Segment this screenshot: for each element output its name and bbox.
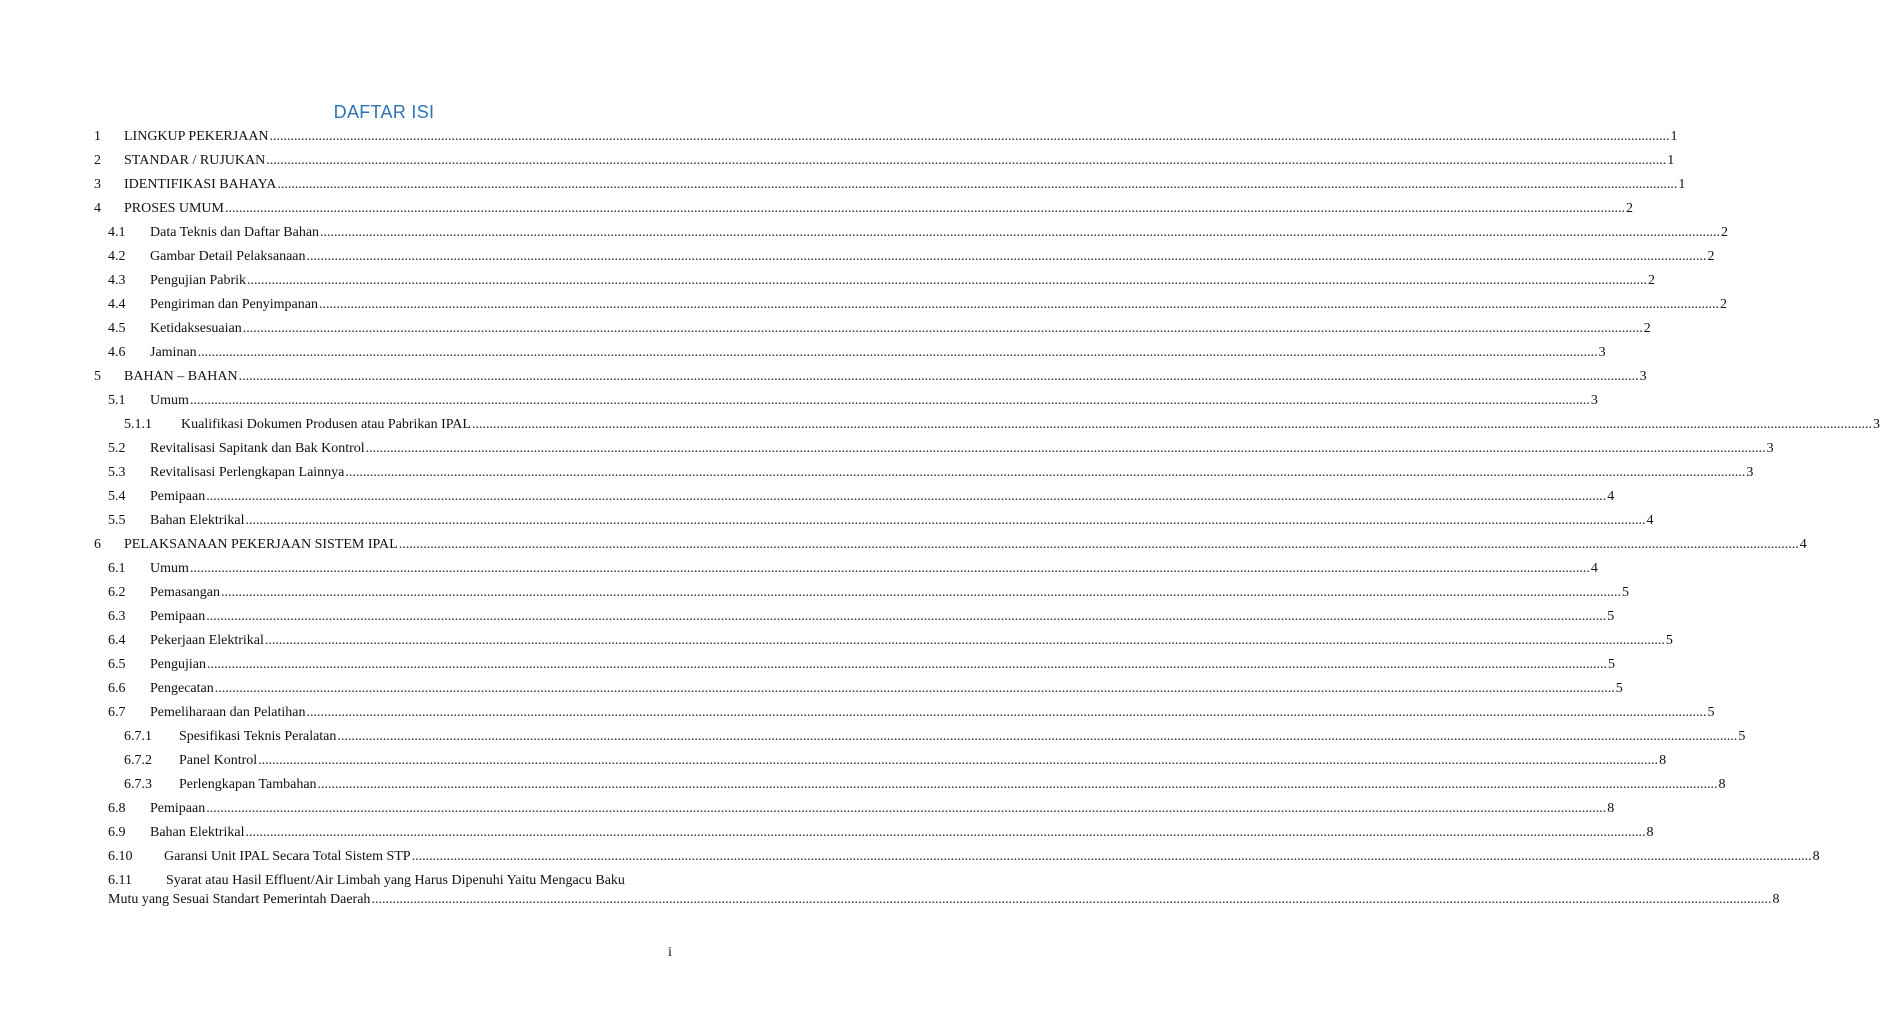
toc-entry-number: 6.10	[108, 849, 133, 864]
toc-entry-page: 2	[1721, 225, 1729, 240]
toc-entry-number: 6.2	[108, 585, 126, 600]
toc-entry[interactable]	[0, 848, 1820, 866]
toc-entry-page: 8	[1659, 753, 1667, 768]
toc-entry-page: 1	[1678, 177, 1686, 192]
toc-entry-text: STANDAR / RUJUKAN	[124, 153, 266, 168]
toc-leader: ................................................................................................................................................................................................................................................................................................................................................................................................................	[189, 561, 1590, 576]
toc-entry-page: 2	[1707, 249, 1715, 264]
toc-entry[interactable]	[0, 632, 1673, 650]
toc-entry-page: 8	[1646, 825, 1654, 840]
toc-leader: ................................................................................................................................................................................................................................................................................................................................................................................................................	[306, 249, 1707, 264]
toc-entry-page: 5	[1608, 657, 1615, 672]
toc-entry-number: 5.5	[108, 513, 126, 528]
toc-entry[interactable]	[0, 752, 1667, 770]
toc-entry-page: 5	[1615, 681, 1623, 696]
toc-leader: ................................................................................................................................................................................................................................................................................................................................................................................................................	[266, 153, 1667, 168]
toc-entry[interactable]	[0, 464, 1754, 482]
toc-entry-text: Data Teknis dan Daftar Bahan	[150, 225, 320, 240]
toc-leader: ................................................................................................................................................................................................................................................................................................................................................................................................................	[197, 345, 1598, 360]
toc-entry-number: 6.7.3	[124, 777, 152, 792]
toc-leader: ................................................................................................................................................................................................................................................................................................................................................................................................................	[317, 777, 1718, 792]
toc-leader: ................................................................................................................................................................................................................................................................................................................................................................................................................	[206, 609, 1607, 624]
toc-entry[interactable]	[0, 656, 1615, 674]
toc-entry[interactable]	[0, 320, 1651, 338]
toc-entry[interactable]	[0, 800, 1615, 818]
toc-entry-text: Bahan Elektrikal	[150, 825, 245, 840]
toc-entry[interactable]	[0, 776, 1726, 794]
toc-entry-page: 5	[1665, 633, 1673, 648]
toc-entry-text: Pemipaan	[150, 489, 206, 504]
toc-leader: ................................................................................................................................................................................................................................................................................................................................................................................................................	[220, 585, 1621, 600]
toc-entry[interactable]	[0, 152, 1675, 170]
toc-entry-text: Umum	[150, 561, 189, 576]
toc-entry-number: 6.9	[108, 825, 126, 840]
toc-entry[interactable]	[0, 176, 1686, 194]
toc-entry[interactable]	[0, 224, 1729, 242]
toc-entry-text: Kualifikasi Dokumen Produsen atau Pabrikan IPAL	[181, 417, 471, 432]
toc-entry-text: BAHAN – BAHAN	[124, 369, 238, 384]
toc-entry-text: Spesifikasi Teknis Peralatan	[179, 729, 337, 744]
toc-entry-page: 4	[1646, 513, 1654, 528]
toc-entry-number: 6.4	[108, 633, 126, 648]
toc-entry-text: Pekerjaan Elektrikal	[150, 633, 264, 648]
toc-entry-page: 3	[1872, 417, 1880, 432]
toc-entry-page: 3	[1590, 393, 1598, 408]
toc-entry[interactable]	[0, 392, 1598, 410]
toc-entry-number: 5	[94, 369, 101, 384]
toc-entry-text: Syarat atau Hasil Effluent/Air Limbah yang Harus Dipenuhi Yaitu Mengacu Baku	[166, 873, 625, 888]
toc-entry-text: Garansi Unit IPAL Secara Total Sistem STP	[164, 849, 411, 864]
toc-entry-page: 4	[1607, 489, 1615, 504]
toc-entry-number: 6.1	[108, 561, 126, 576]
toc-entry-page: 8	[1812, 849, 1820, 864]
toc-entry-page: 2	[1719, 297, 1727, 312]
toc-entry-page: 3	[1766, 441, 1774, 456]
toc-entry[interactable]	[0, 344, 1606, 362]
toc-leader: ................................................................................................................................................................................................................................................................................................................................................................................................................	[245, 513, 1646, 528]
toc-entry-page: 5	[1707, 705, 1715, 720]
toc-entry-text: Pengiriman dan Penyimpanan	[150, 297, 318, 312]
toc-entry-page: 2	[1625, 201, 1633, 216]
toc-entry[interactable]	[0, 248, 1715, 266]
toc-entry-text-continued: Mutu yang Sesuai Standart Pemerintah Daerah	[108, 892, 371, 907]
toc-leader: ................................................................................................................................................................................................................................................................................................................................................................................................................	[365, 441, 1766, 456]
toc-entry[interactable]	[0, 680, 1623, 698]
toc-entry-text: IDENTIFIKASI BAHAYA	[124, 177, 277, 192]
toc-entry-page: 5	[1607, 609, 1615, 624]
toc-entry-number: 6.11	[108, 873, 132, 888]
toc-entry[interactable]	[0, 704, 1715, 722]
toc-entry[interactable]	[0, 872, 1780, 910]
toc-entry[interactable]	[0, 584, 1629, 602]
toc-entry-text: Bahan Elektrikal	[150, 513, 245, 528]
toc-leader: ................................................................................................................................................................................................................................................................................................................................................................................................................	[189, 393, 1590, 408]
toc-leader: ................................................................................................................................................................................................................................................................................................................................................................................................................	[371, 892, 1772, 907]
toc-entry[interactable]	[0, 416, 1880, 434]
toc-leader: ................................................................................................................................................................................................................................................................................................................................................................................................................	[206, 489, 1607, 504]
toc-entry[interactable]	[0, 368, 1647, 386]
toc-entry-text: Panel Kontrol	[179, 753, 258, 768]
toc-leader: ................................................................................................................................................................................................................................................................................................................................................................................................................	[277, 177, 1678, 192]
toc-entry-page: 8	[1772, 892, 1780, 907]
toc-leader: ................................................................................................................................................................................................................................................................................................................................................................................................................	[345, 465, 1746, 480]
page-number: i	[668, 945, 672, 960]
toc-entry-number: 5.2	[108, 441, 126, 456]
toc-entry[interactable]	[0, 128, 1678, 146]
toc-entry-number: 6	[94, 537, 101, 552]
toc-entry[interactable]	[0, 200, 1633, 218]
toc-entry-page: 5	[1738, 729, 1746, 744]
toc-entry-page: 8	[1607, 801, 1615, 816]
toc-entry-number: 4.1	[108, 225, 126, 240]
toc-entry-text: LINGKUP PEKERJAAN	[124, 129, 269, 144]
toc-entry-number: 6.8	[108, 801, 126, 816]
toc-entry-page: 3	[1598, 345, 1606, 360]
toc-leader: ................................................................................................................................................................................................................................................................................................................................................................................................................	[337, 729, 1738, 744]
toc-entry-number: 6.3	[108, 609, 126, 624]
toc-entry[interactable]	[0, 536, 1807, 554]
toc-leader: ................................................................................................................................................................................................................................................................................................................................................................................................................	[269, 129, 1670, 144]
toc-entry-number: 4.4	[108, 297, 126, 312]
toc-entry-number: 5.1.1	[124, 417, 152, 432]
toc-title: DAFTAR ISI	[333, 102, 435, 122]
toc-entry-text: Revitalisasi Perlengkapan Lainnya	[150, 465, 345, 480]
toc-leader: ................................................................................................................................................................................................................................................................................................................................................................................................................	[411, 849, 1812, 864]
toc-entry[interactable]	[0, 272, 1656, 290]
toc-entry-text: Pemipaan	[150, 801, 206, 816]
toc-entry[interactable]	[0, 608, 1615, 626]
toc-entry[interactable]	[0, 440, 1774, 458]
toc-leader: ................................................................................................................................................................................................................................................................................................................................................................................................................	[258, 753, 1659, 768]
toc-leader: ................................................................................................................................................................................................................................................................................................................................................................................................................	[207, 657, 1607, 672]
toc-entry-number: 6.5	[108, 657, 126, 672]
toc-entry-number: 1	[94, 129, 101, 144]
toc-leader: ................................................................................................................................................................................................................................................................................................................................................................................................................	[214, 681, 1615, 696]
toc-leader: ................................................................................................................................................................................................................................................................................................................................................................................................................	[206, 801, 1607, 816]
toc-entry[interactable]	[0, 488, 1615, 506]
toc-entry[interactable]	[0, 824, 1654, 842]
toc-entry-number: 2	[94, 153, 101, 168]
toc-entry-number: 4.5	[108, 321, 126, 336]
toc-entry[interactable]	[0, 728, 1746, 746]
toc-entry-number: 4.2	[108, 249, 126, 264]
toc-entry-text: Revitalisasi Sapitank dan Bak Kontrol	[150, 441, 365, 456]
toc-entry-number: 4.6	[108, 345, 126, 360]
toc-entry-page: 5	[1621, 585, 1629, 600]
toc-entry-page: 8	[1718, 777, 1726, 792]
toc-entry-number: 6.6	[108, 681, 126, 696]
toc-entry-number: 4.3	[108, 273, 126, 288]
toc-entry-text: Jaminan	[150, 345, 197, 360]
toc-entry-number: 6.7	[108, 705, 126, 720]
toc-entry-text: Pengecatan	[150, 681, 214, 696]
toc-entry-page: 1	[1670, 129, 1678, 144]
toc-entry-number: 3	[94, 177, 101, 192]
toc-entry-text: Pemipaan	[150, 609, 206, 624]
toc-entry-number: 5.3	[108, 465, 126, 480]
toc-entry-page: 3	[1746, 465, 1754, 480]
toc-entry-text: Pengujian	[150, 657, 206, 672]
toc-entry-page: 4	[1590, 561, 1598, 576]
toc-entry-text: Umum	[150, 393, 189, 408]
toc-entry-text: Perlengkapan Tambahan	[179, 777, 317, 792]
toc-entry-text: Pemeliharaan dan Pelatihan	[150, 705, 306, 720]
toc-entry-number: 6.7.2	[124, 753, 152, 768]
toc-entry-page: 2	[1643, 321, 1651, 336]
toc-entry[interactable]	[0, 296, 1727, 314]
toc-entry[interactable]	[0, 512, 1654, 530]
toc-entry-text: PROSES UMUM	[124, 201, 224, 216]
toc-entry-page: 4	[1799, 537, 1807, 552]
toc-leader: ................................................................................................................................................................................................................................................................................................................................................................................................................	[471, 417, 1872, 432]
toc-entry-text: Pemasangan	[150, 585, 220, 600]
toc-entry-page: 1	[1667, 153, 1675, 168]
toc-entry-number: 5.1	[108, 393, 126, 408]
toc-leader: ................................................................................................................................................................................................................................................................................................................................................................................................................	[306, 705, 1707, 720]
toc-entry-text: PELAKSANAAN PEKERJAAN SISTEM IPAL	[124, 537, 398, 552]
toc-leader: ................................................................................................................................................................................................................................................................................................................................................................................................................	[224, 201, 1625, 216]
toc-leader: ................................................................................................................................................................................................................................................................................................................................................................................................................	[247, 273, 1648, 288]
toc-leader: ................................................................................................................................................................................................................................................................................................................................................................................................................	[245, 825, 1646, 840]
toc-entry-number: 5.4	[108, 489, 126, 504]
toc-entry-text: Pengujian Pabrik	[150, 273, 247, 288]
toc-leader: ................................................................................................................................................................................................................................................................................................................................................................................................................	[242, 321, 1643, 336]
toc-entry-text: Ketidaksesuaian	[150, 321, 242, 336]
toc-entry-page: 3	[1639, 369, 1647, 384]
toc-entry-number: 6.7.1	[124, 729, 152, 744]
toc-leader: ................................................................................................................................................................................................................................................................................................................................................................................................................	[398, 537, 1799, 552]
toc-entry-number: 4	[94, 201, 101, 216]
toc-entry-text: Gambar Detail Pelaksanaan	[150, 249, 306, 264]
toc-leader: ................................................................................................................................................................................................................................................................................................................................................................................................................	[318, 297, 1719, 312]
toc-leader: ................................................................................................................................................................................................................................................................................................................................................................................................................	[320, 225, 1721, 240]
toc-leader: ................................................................................................................................................................................................................................................................................................................................................................................................................	[238, 369, 1639, 384]
toc-entry[interactable]	[0, 560, 1598, 578]
toc-leader: ................................................................................................................................................................................................................................................................................................................................................................................................................	[264, 633, 1665, 648]
toc-entry-page: 2	[1648, 273, 1656, 288]
